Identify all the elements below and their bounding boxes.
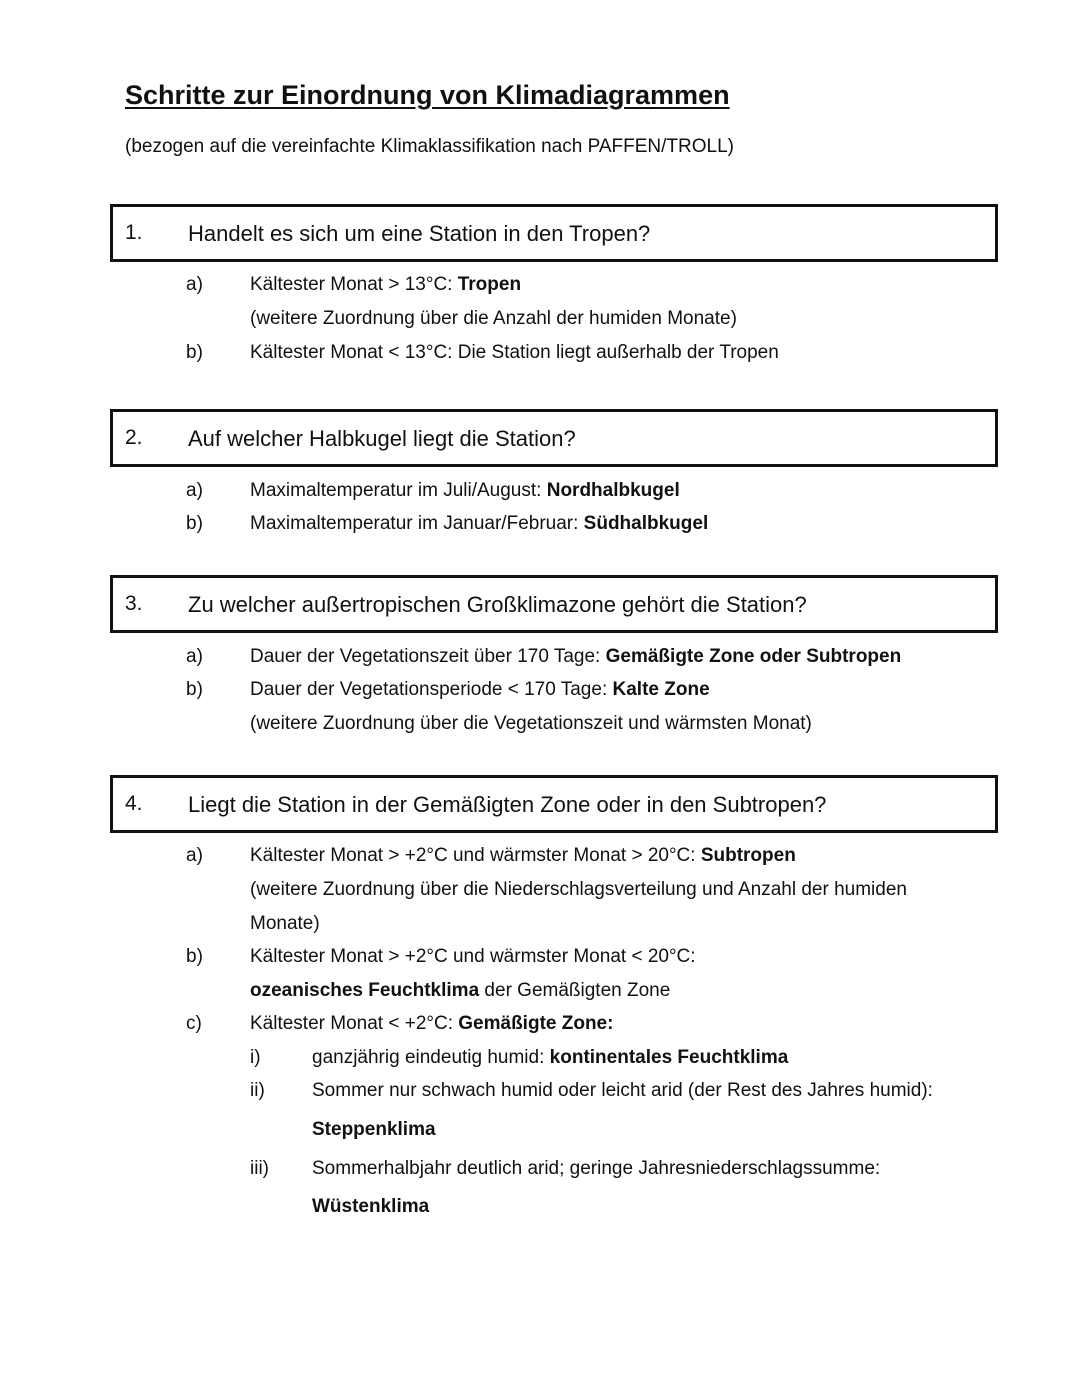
item-label: b) <box>186 342 203 363</box>
page-title: Schritte zur Einordnung von Klimadiagrammen <box>125 80 730 110</box>
item-label: b) <box>186 679 203 700</box>
subitem-label: iii) <box>250 1158 269 1179</box>
subitem-label: ii) <box>250 1080 265 1101</box>
item-note: (weitere Zuordnung über die Niederschlagsverteilung und Anzahl der humiden <box>250 879 907 900</box>
question-text: Auf welcher Halbkugel liegt die Station? <box>188 426 576 451</box>
item-text: Kältester Monat < +2°C: Gemäßigte Zone: <box>250 1013 614 1034</box>
question-number: 4. <box>125 792 143 815</box>
item-text: Dauer der Vegetationszeit über 170 Tage: Gemäßigte Zone oder Subtropen <box>250 646 902 667</box>
item-label: a) <box>186 845 203 866</box>
subitem-result: Steppenklima <box>312 1119 436 1140</box>
item-label: a) <box>186 646 203 667</box>
item-text: Kältester Monat > +2°C und wärmster Monat > 20°C: Subtropen <box>250 845 796 866</box>
subitem-result: Wüstenklima <box>312 1196 430 1217</box>
item-note: (weitere Zuordnung über die Vegetationszeit und wärmsten Monat) <box>250 713 812 734</box>
page-subtitle: (bezogen auf die vereinfachte Klimaklassifikation nach PAFFEN/TROLL) <box>125 136 734 157</box>
question-text: Liegt die Station in der Gemäßigten Zone oder in den Subtropen? <box>188 792 827 817</box>
item-text: Dauer der Vegetationsperiode < 170 Tage: Kalte Zone <box>250 679 710 700</box>
question-box-4 <box>110 775 998 833</box>
subitem-text: Sommerhalbjahr deutlich arid; geringe Jahresniederschlagssumme: <box>312 1158 881 1179</box>
item-text: Kältester Monat > +2°C und wärmster Monat < 20°C: <box>250 946 696 967</box>
item-text: Kältester Monat > 13°C: Tropen <box>250 274 522 295</box>
question-number: 3. <box>125 592 143 615</box>
item-label: c) <box>186 1013 202 1034</box>
item-label: a) <box>186 274 203 295</box>
question-box-2 <box>110 409 998 467</box>
question-box-1 <box>110 204 998 262</box>
question-box-3 <box>110 575 998 633</box>
question-number: 2. <box>125 426 143 449</box>
item-note: (weitere Zuordnung über die Anzahl der humiden Monate) <box>250 308 737 329</box>
subitem-label: i) <box>250 1047 261 1068</box>
item-text: Kältester Monat < 13°C: Die Station liegt außerhalb der Tropen <box>250 342 779 363</box>
question-text: Zu welcher außertropischen Großklimazone gehört die Station? <box>188 592 807 617</box>
item-text: ozeanisches Feuchtklima der Gemäßigten Zone <box>250 980 671 1001</box>
item-text: Maximaltemperatur im Juli/August: Nordhalbkugel <box>250 480 680 501</box>
item-label: b) <box>186 946 203 967</box>
subitem-text: Sommer nur schwach humid oder leicht arid (der Rest des Jahres humid): <box>312 1080 933 1101</box>
question-text: Handelt es sich um eine Station in den Tropen? <box>188 221 651 246</box>
subitem-text: ganzjährig eindeutig humid: kontinentales Feuchtklima <box>312 1047 789 1068</box>
item-text: Maximaltemperatur im Januar/Februar: Südhalbkugel <box>250 513 709 534</box>
item-label: b) <box>186 513 203 534</box>
item-note: Monate) <box>250 913 320 934</box>
item-label: a) <box>186 480 203 501</box>
question-number: 1. <box>125 221 143 244</box>
